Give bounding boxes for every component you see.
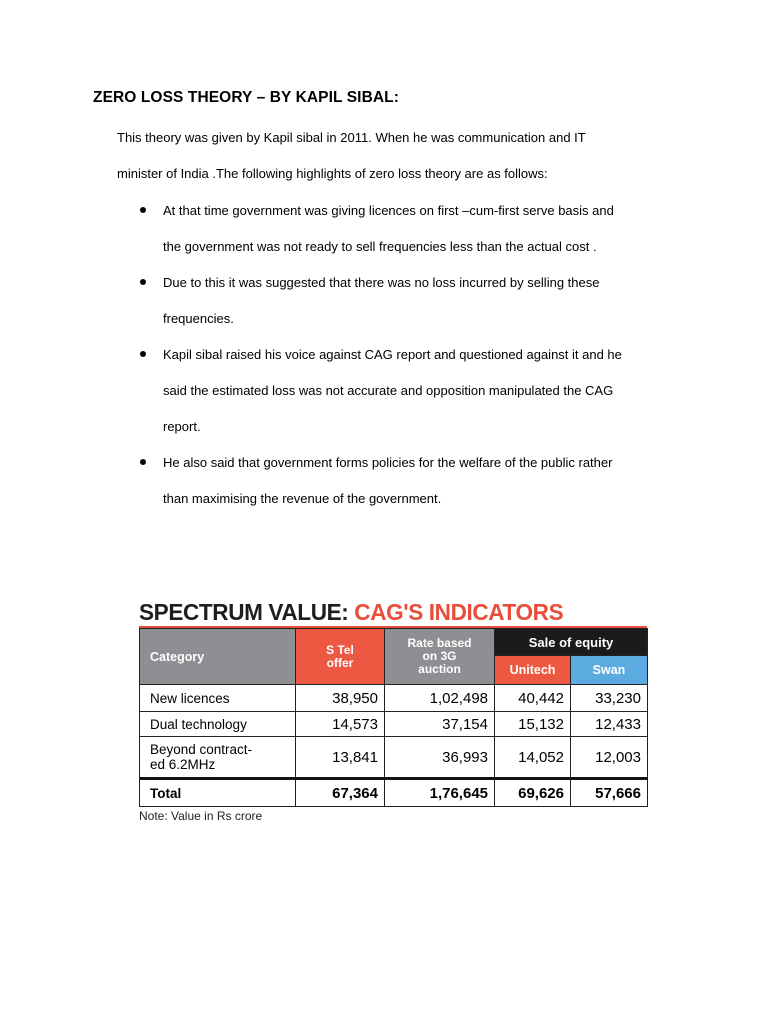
cell-rate: 1,02,498 [385,685,495,712]
list-item-line: Kapil sibal raised his voice against CAG report and questioned against it and he [163,347,622,362]
list-item-line: the government was not ready to sell frequencies less than the actual cost . [163,239,597,254]
list-item-line: than maximising the revenue of the government. [163,491,442,506]
table-total-row [140,779,648,807]
spectrum-value-figure [139,598,647,823]
highlights-list [140,193,700,517]
list-item-line: frequencies. [163,311,234,326]
header-category: Category [140,629,296,685]
list-item-line: He also said that government forms policies for the welfare of the public rather [163,455,613,470]
row-category-line: ed 6.2MHz [150,757,216,772]
figure-title-part2: CAG'S INDICATORS [354,599,564,625]
total-swan: 57,666 [571,779,648,807]
bullet-icon [140,207,146,213]
header-stel-line: offer [326,655,354,670]
intro-line: minister of India .The following highlights of zero loss theory are as follows: [117,166,548,181]
row-category [140,712,296,737]
header-unitech: Unitech [495,656,571,685]
header-stel-offer [296,629,385,685]
total-stel: 67,364 [296,779,385,807]
total-unitech: 69,626 [495,779,571,807]
figure-title-part1: SPECTRUM VALUE: [139,599,355,625]
cell-unitech: 14,052 [495,737,571,779]
header-sale-of-equity: Sale of equity [495,629,648,656]
total-label: Total [140,779,296,807]
bullet-icon [140,279,146,285]
cell-rate: 37,154 [385,712,495,737]
table-row [140,712,648,737]
intro-line: This theory was given by Kapil sibal in 2011. When he was communication and IT [117,130,586,145]
row-category-line: Dual technology [150,716,247,732]
spectrum-table [139,628,648,807]
cell-swan: 12,003 [571,737,648,779]
figure-title [139,598,627,626]
bullet-icon [140,459,146,465]
cell-swan: 33,230 [571,685,648,712]
cell-rate: 36,993 [385,737,495,779]
list-item [140,193,700,265]
list-item [140,265,700,337]
row-category [140,685,296,712]
row-category-line: Beyond contract- [150,742,253,757]
row-category-line: New licences [150,690,230,706]
header-swan: Swan [571,656,648,685]
header-stel-line: S Tel [326,642,354,657]
list-item [140,445,700,517]
cell-stel: 13,841 [296,737,385,779]
header-rate-3g [385,629,495,685]
row-category [140,737,296,779]
list-item-line: At that time government was giving licences on first –cum-first serve basis and [163,203,614,218]
list-item [140,337,700,445]
table-row [140,737,648,779]
header-rate-line: Rate based [407,636,472,650]
header-rate-line: auction [418,662,461,676]
table-note: Note: Value in Rs crore [139,809,263,823]
cell-stel: 14,573 [296,712,385,737]
header-rate-line: on 3G [422,649,457,663]
table-row [140,685,648,712]
total-rate: 1,76,645 [385,779,495,807]
page-heading: ZERO LOSS THEORY – BY KAPIL SIBAL: [93,89,399,106]
cell-unitech: 40,442 [495,685,571,712]
list-item-line: report. [163,419,201,434]
cell-swan: 12,433 [571,712,648,737]
list-item-line: said the estimated loss was not accurate and opposition manipulated the CAG [163,383,614,398]
list-item-line: Due to this it was suggested that there was no loss incurred by selling these [163,275,600,290]
intro-paragraph [117,120,677,192]
cell-unitech: 15,132 [495,712,571,737]
cell-stel: 38,950 [296,685,385,712]
bullet-icon [140,351,146,357]
